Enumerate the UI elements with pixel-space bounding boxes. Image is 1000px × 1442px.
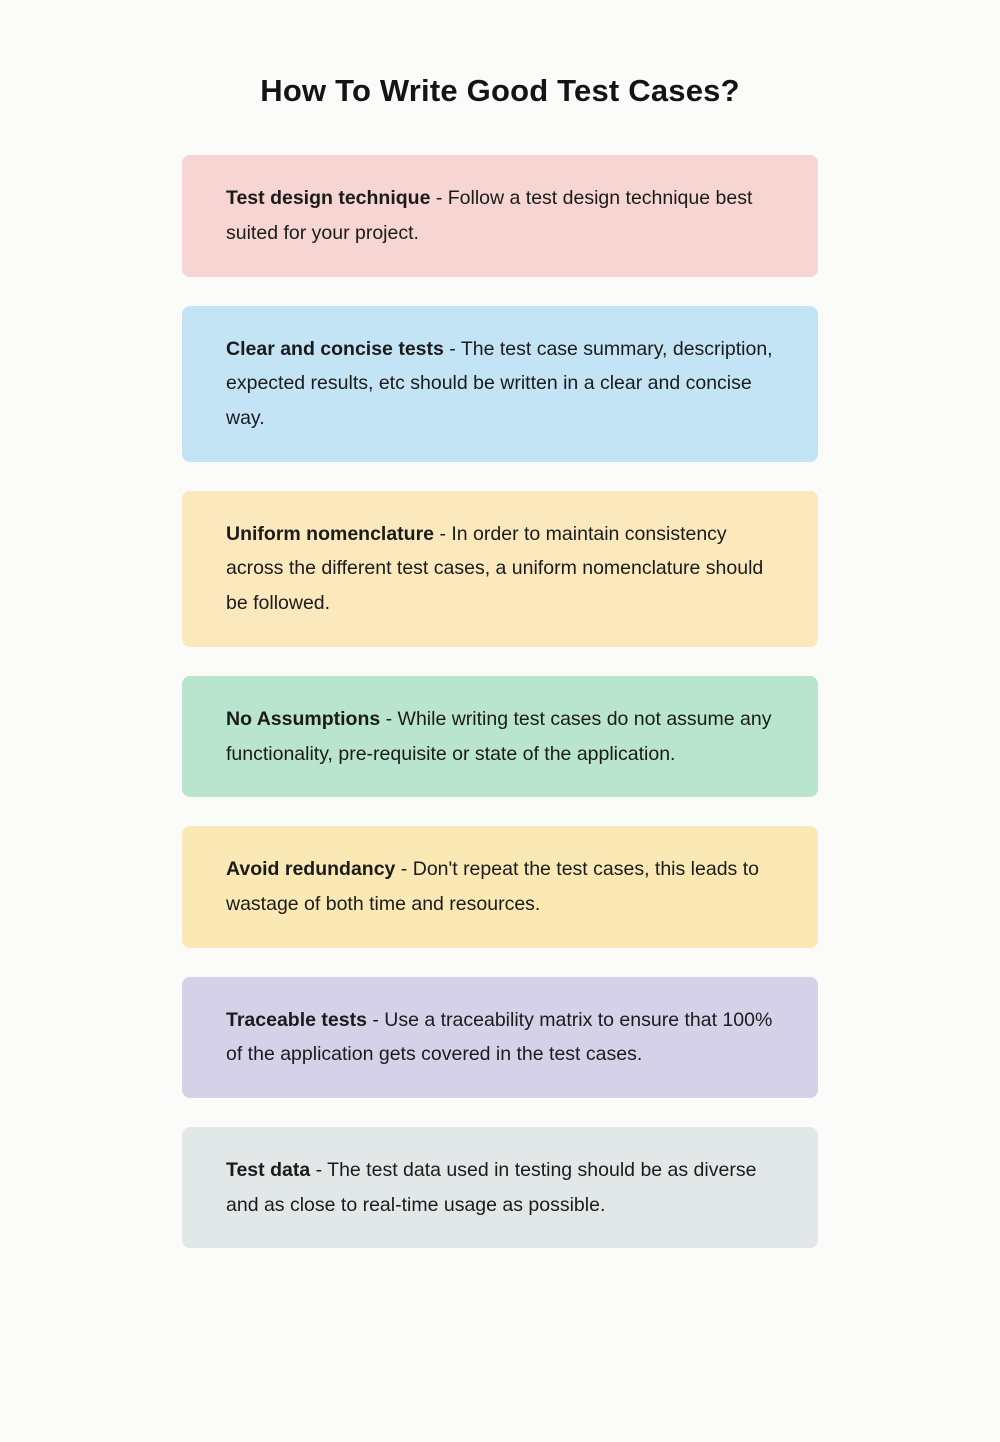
list-item <box>182 491 818 647</box>
tip-term: Test design technique <box>226 187 431 210</box>
tips-list <box>182 109 818 1248</box>
tip-text <box>226 702 778 771</box>
tip-separator: - <box>395 858 413 881</box>
tip-separator: - <box>310 1159 328 1182</box>
tip-description: The test case summary, description, expected results, etc should be written in a clear and concise way. <box>226 337 773 429</box>
tip-text <box>226 852 778 921</box>
tip-separator: - <box>380 707 398 730</box>
tip-description: Don't repeat the test cases, this leads to wastage of both time and resources. <box>226 858 759 915</box>
tip-separator: - <box>430 187 448 210</box>
tip-term: No Assumptions <box>226 707 381 730</box>
tip-text <box>226 1003 778 1072</box>
list-item <box>182 155 818 276</box>
tip-text <box>226 332 778 436</box>
tip-term: Uniform nomenclature <box>226 522 435 545</box>
tip-term: Avoid redundancy <box>226 858 396 881</box>
list-item <box>182 977 818 1098</box>
tip-separator: - <box>443 337 461 360</box>
tip-term: Clear and concise tests <box>226 337 444 360</box>
tip-description: Use a traceability matrix to ensure that 100% of the application gets covered in the test cases. <box>226 1008 773 1066</box>
list-item <box>182 826 818 947</box>
tip-separator: - <box>434 522 452 545</box>
list-item <box>182 1127 818 1248</box>
tip-description: The test data used in testing should be as diverse and as close to real-time usage as possible. <box>226 1159 757 1216</box>
list-item <box>182 676 818 797</box>
tip-term: Traceable tests <box>226 1008 367 1031</box>
tip-description: While writing test cases do not assume any functionality, pre-requisite or state of the application. <box>226 707 772 765</box>
tip-text <box>226 1153 778 1222</box>
page-title: How To Write Good Test Cases? <box>260 73 740 108</box>
list-item <box>182 306 818 462</box>
tip-description: In order to maintain consistency across the different test cases, a uniform nomenclature should be followed. <box>226 522 764 615</box>
tip-description: Follow a test design technique best suited for your project. <box>226 187 753 244</box>
tip-text <box>226 517 778 621</box>
tip-separator: - <box>366 1008 385 1031</box>
tip-term: Test data <box>226 1159 311 1182</box>
tip-text <box>226 181 778 250</box>
